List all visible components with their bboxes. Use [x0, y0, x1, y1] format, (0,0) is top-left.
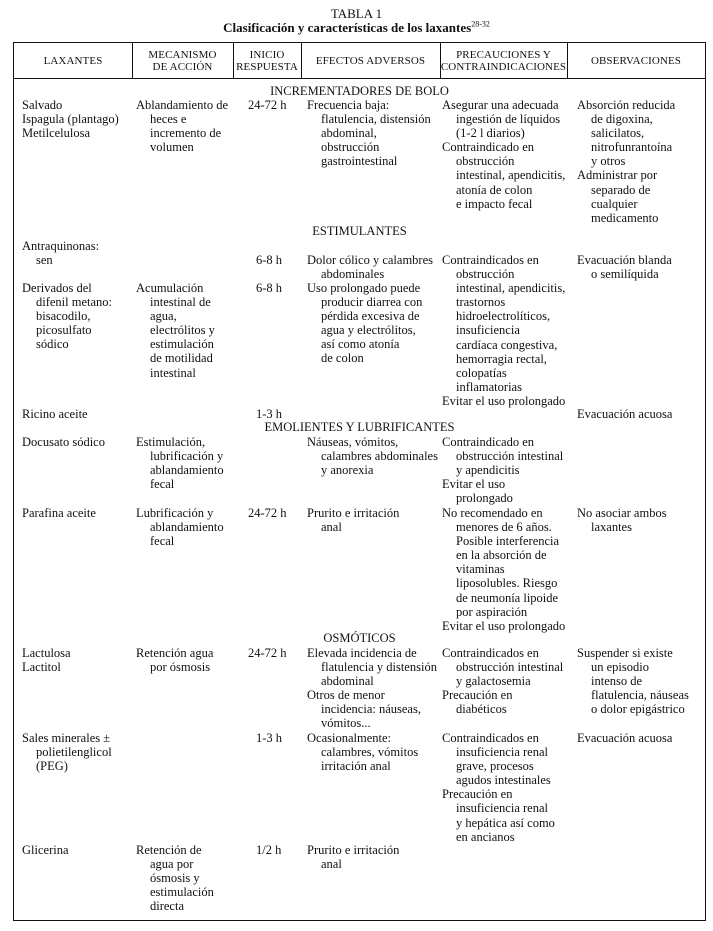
cell-line: ablandamiento	[150, 520, 224, 535]
cell-line: sen	[36, 253, 53, 268]
cell-inicio: 6-8 h	[256, 253, 283, 267]
cell-efectos	[307, 281, 422, 366]
cell-line: ósmosis y	[150, 871, 200, 886]
cell-inicio: 1-3 h	[256, 731, 283, 745]
cell-laxante	[22, 407, 88, 421]
cell-line: abdominales	[321, 267, 385, 282]
cell-line: laxantes	[591, 520, 632, 535]
cell-line: Otros de menor	[307, 688, 385, 703]
cell-line: e impacto fecal	[456, 196, 533, 211]
cell-line: difenil metano:	[36, 295, 113, 310]
cell-line: salicilatos,	[591, 126, 645, 141]
cell-efectos	[307, 253, 433, 281]
cell-line: Evacuación acuosa	[577, 731, 673, 745]
cell-line: flatulencia, náuseas	[591, 688, 689, 703]
cell-line: ablandamiento	[150, 463, 224, 478]
cell-efectos	[307, 98, 431, 168]
cell-observaciones	[577, 407, 672, 421]
section-heading-osmoticos: OSMÓTICOS	[323, 631, 396, 645]
table-title-text: Clasificación y características de los laxantes	[223, 20, 472, 35]
header-laxantes	[14, 43, 132, 78]
cell-line: intenso de	[591, 674, 643, 689]
cell-observaciones	[577, 98, 675, 225]
cell-line: Elevada incidencia de	[307, 646, 417, 660]
cell-line: Glicerina	[22, 843, 69, 857]
cell-line: Evitar el uso	[442, 477, 506, 492]
cell-inicio: 6-8 h	[256, 281, 283, 295]
cell-line: trastornos	[456, 295, 506, 310]
cell-line: pérdida excesiva de	[321, 309, 420, 324]
cell-line: nitrofunrantoína	[591, 140, 673, 155]
cell-line: obstrucción intestinal	[456, 449, 564, 464]
cell-line: cardíaca congestiva,	[456, 337, 558, 352]
cell-line: flatulencia, distensión	[321, 112, 431, 127]
header-inicio-line: RESPUESTA	[236, 60, 298, 73]
cell-line: abdominal	[321, 674, 374, 689]
cell-precauciones	[442, 98, 565, 211]
cell-laxante	[22, 731, 112, 773]
cell-line: o dolor epigástrico	[591, 702, 685, 717]
cell-line: lubrificación y	[150, 449, 224, 464]
cell-line: Lactitol	[22, 660, 61, 675]
cell-mecanismo	[136, 646, 213, 674]
cell-line: Estimulación,	[136, 435, 206, 449]
cell-line: agua,	[150, 309, 177, 324]
cell-line: intestinal de	[150, 295, 211, 310]
cell-line: Antraquinonas:	[22, 239, 100, 253]
cell-line: vómitos...	[321, 716, 371, 731]
header-mecanismo-line: MECANISMO	[148, 48, 217, 61]
cell-line: intestinal, apendicitis,	[456, 281, 566, 296]
cell-line: Evitar el uso prolongado	[442, 393, 566, 408]
cell-line: No asociar ambos	[577, 506, 667, 520]
cell-line: así como atonía	[321, 337, 400, 352]
header-observaciones-text: OBSERVACIONES	[590, 54, 682, 67]
cell-line: en ancianos	[456, 829, 515, 844]
cell-line: flatulencia y distensión	[321, 660, 437, 675]
cell-line: hidroelectrolíticos,	[456, 309, 551, 324]
cell-line: Retención de	[136, 843, 202, 857]
cell-line: atonía de colon	[456, 182, 533, 197]
cell-line: directa	[150, 899, 185, 914]
cell-line: y otros	[591, 154, 626, 169]
table-header-row	[14, 43, 705, 79]
cell-line: Contraindicado en	[442, 435, 534, 449]
cell-efectos	[307, 646, 437, 731]
cell-line: No recomendado en	[442, 506, 543, 520]
cell-inicio: 1/2 h	[256, 843, 282, 857]
cell-line: calambres abdominales	[321, 449, 438, 464]
cell-line: irritación anal	[321, 759, 391, 774]
cell-line: medicamento	[591, 210, 659, 225]
cell-line: electrólitos y	[150, 323, 215, 338]
header-inicio-line: INICIO	[249, 48, 285, 61]
cell-line: (PEG)	[36, 759, 68, 774]
cell-precauciones	[442, 253, 565, 408]
cell-line: Administrar por	[577, 168, 658, 183]
cell-line: Ablandamiento de	[136, 98, 228, 112]
cell-line: Contraindicado en	[442, 140, 534, 155]
cell-line: agua por	[150, 857, 194, 872]
cell-precauciones	[442, 435, 563, 505]
cell-line: de motilidad	[150, 351, 213, 366]
cell-laxante	[22, 239, 99, 267]
cell-line: o semilíquida	[591, 267, 659, 282]
cell-line: Docusato sódico	[22, 435, 105, 449]
cell-mecanismo	[136, 843, 214, 913]
section-heading-emolientes: EMOLIENTES Y LUBRIFICANTES	[264, 420, 455, 434]
cell-line: Prurito e irritación	[307, 843, 400, 857]
cell-efectos	[307, 731, 418, 773]
cell-inicio: 24-72 h	[248, 506, 287, 520]
cell-line: fecal	[150, 477, 175, 492]
cell-laxante	[22, 506, 96, 520]
cell-line: menores de 6 años.	[456, 520, 552, 535]
cell-line: insuficiencia renal	[456, 745, 548, 760]
cell-efectos	[307, 843, 399, 871]
cell-line: prolongado	[456, 491, 513, 506]
cell-precauciones	[442, 731, 555, 844]
cell-line: Lubrificación y	[136, 506, 214, 520]
cell-line: Salvado	[22, 98, 63, 112]
cell-laxante	[22, 281, 112, 351]
cell-line: Frecuencia baja:	[307, 98, 390, 112]
cell-line: anal	[321, 520, 342, 535]
cell-laxante	[22, 98, 119, 140]
section-heading-bolo: INCREMENTADORES DE BOLO	[270, 84, 449, 98]
cell-line: Ispagula (plantago)	[22, 112, 119, 127]
cell-line: liposolubles. Riesgo	[456, 576, 558, 591]
cell-line: abdominal,	[321, 126, 377, 141]
cell-line: obstrucción intestinal	[456, 660, 564, 675]
cell-line: Contraindicados en	[442, 731, 539, 745]
cell-line: por aspiración	[456, 604, 528, 619]
cell-observaciones	[577, 506, 667, 534]
cell-line: de neumonía lipoide	[456, 590, 559, 605]
cell-line: heces e	[150, 112, 187, 127]
cell-line: Precaución en	[442, 688, 513, 703]
cell-line: de colon	[321, 351, 364, 366]
cell-line: estimulación	[150, 337, 214, 352]
cell-line: obstrucción	[321, 140, 380, 155]
header-precauciones-line: PRECAUCIONES Y	[456, 48, 551, 61]
cell-line: Evacuación acuosa	[577, 407, 673, 421]
cell-line: volumen	[150, 140, 194, 155]
cell-line: y galactosemia	[456, 674, 531, 689]
cell-line: insuficiencia	[456, 323, 520, 338]
cell-line: fecal	[150, 534, 175, 549]
cell-line: intestinal	[150, 365, 196, 380]
header-precauciones	[440, 43, 567, 78]
cell-line: polietilenglicol	[36, 745, 112, 760]
cell-line: agua y electrólitos,	[321, 323, 416, 338]
cell-inicio: 1-3 h	[256, 407, 283, 421]
cell-line: insuficiencia renal	[456, 801, 548, 816]
cell-inicio: 24-72 h	[248, 98, 287, 112]
cell-line: (1-2 l diarios)	[456, 126, 525, 141]
cell-line: producir diarrea con	[321, 295, 423, 310]
cell-line: Derivados del	[22, 281, 92, 295]
cell-precauciones	[442, 506, 565, 633]
header-inicio	[233, 43, 301, 78]
cell-line: colopatías	[456, 365, 507, 380]
cell-line: por ósmosis	[150, 660, 211, 675]
cell-observaciones	[577, 646, 689, 716]
cell-line: Asegurar una adecuada	[442, 98, 559, 112]
cell-line: y hepática así como	[456, 815, 555, 830]
cell-line: Acumulación	[136, 281, 204, 295]
cell-laxante	[22, 843, 69, 857]
cell-mecanismo	[136, 281, 215, 380]
cell-line: Precaución en	[442, 787, 513, 802]
cell-line: gastrointestinal	[321, 154, 398, 169]
cell-inicio: 24-72 h	[248, 646, 287, 660]
header-efectos	[301, 43, 440, 78]
cell-line: y apendicitis	[456, 463, 520, 478]
cell-line: Dolor cólico y calambres	[307, 253, 433, 267]
cell-line: inflamatorias	[456, 379, 522, 394]
cell-line: grave, procesos	[456, 759, 534, 774]
cell-line: bisacodilo,	[36, 309, 91, 324]
cell-line: Parafina aceite	[22, 506, 96, 520]
cell-line: Suspender si existe	[577, 646, 673, 660]
cell-line: Uso prolongado puede	[307, 281, 421, 295]
cell-observaciones	[577, 253, 672, 281]
cell-line: Retención agua	[136, 646, 214, 660]
cell-line: Ricino aceite	[22, 407, 88, 421]
table-title-reference: 28-32	[471, 19, 490, 29]
cell-line: y anorexia	[321, 463, 374, 478]
cell-observaciones	[577, 731, 672, 745]
cell-line: agudos intestinales	[456, 773, 551, 788]
header-observaciones	[567, 43, 705, 78]
cell-line: anal	[321, 857, 342, 872]
header-precauciones-line: CONTRAINDICACIONES	[440, 60, 567, 73]
cell-line: incidencia: náuseas,	[321, 702, 421, 717]
cell-precauciones	[442, 646, 563, 716]
cell-line: Sales minerales ±	[22, 731, 111, 745]
cell-line: Evacuación blanda	[577, 253, 672, 267]
header-mecanismo-line: DE ACCIÓN	[152, 60, 213, 73]
cell-line: Metilcelulosa	[22, 126, 91, 141]
cell-line: Absorción reducida	[577, 98, 676, 112]
cell-laxante	[22, 435, 105, 449]
table-title	[0, 20, 713, 36]
cell-line: sódico	[36, 337, 69, 352]
cell-efectos	[307, 435, 438, 477]
cell-line: Posible interferencia	[456, 534, 560, 549]
cell-line: hemorragia rectal,	[456, 351, 547, 366]
cell-line: separado de	[591, 182, 651, 197]
cell-mecanismo	[136, 435, 224, 491]
cell-line: picosulfato	[36, 323, 92, 338]
cell-efectos	[307, 506, 399, 534]
cell-line: intestinal, apendicitis,	[456, 168, 566, 183]
header-mecanismo	[132, 43, 233, 78]
cell-line: un episodio	[591, 660, 649, 675]
cell-line: Contraindicados en	[442, 253, 539, 267]
cell-mecanismo	[136, 98, 228, 154]
cell-line: incremento de	[150, 126, 222, 141]
header-efectos-text: EFECTOS ADVERSOS	[315, 54, 426, 67]
section-heading-estimulantes: ESTIMULANTES	[312, 224, 407, 238]
header-laxantes-text: LAXANTES	[43, 54, 103, 67]
cell-laxante	[22, 646, 71, 674]
laxatives-table	[13, 42, 706, 921]
cell-line: en la absorción de	[456, 548, 547, 563]
cell-line: Náuseas, vómitos,	[307, 435, 399, 449]
cell-line: obstrucción	[456, 267, 515, 282]
cell-line: Lactulosa	[22, 646, 71, 660]
cell-line: obstrucción	[456, 154, 515, 169]
cell-line: de digoxina,	[591, 112, 653, 127]
cell-line: Evitar el uso prolongado	[442, 618, 566, 633]
cell-line: Contraindicados en	[442, 646, 539, 660]
cell-line: Prurito e irritación	[307, 506, 400, 520]
cell-line: diabéticos	[456, 702, 507, 717]
cell-line: Ocasionalmente:	[307, 731, 391, 745]
cell-line: estimulación	[150, 885, 214, 900]
cell-mecanismo	[136, 506, 224, 548]
cell-line: calambres, vómitos	[321, 745, 419, 760]
cell-line: vitaminas	[456, 562, 505, 577]
cell-line: ingestión de líquidos	[456, 112, 561, 127]
table-label: TABLA 1	[330, 6, 383, 21]
cell-line: cualquier	[591, 196, 638, 211]
